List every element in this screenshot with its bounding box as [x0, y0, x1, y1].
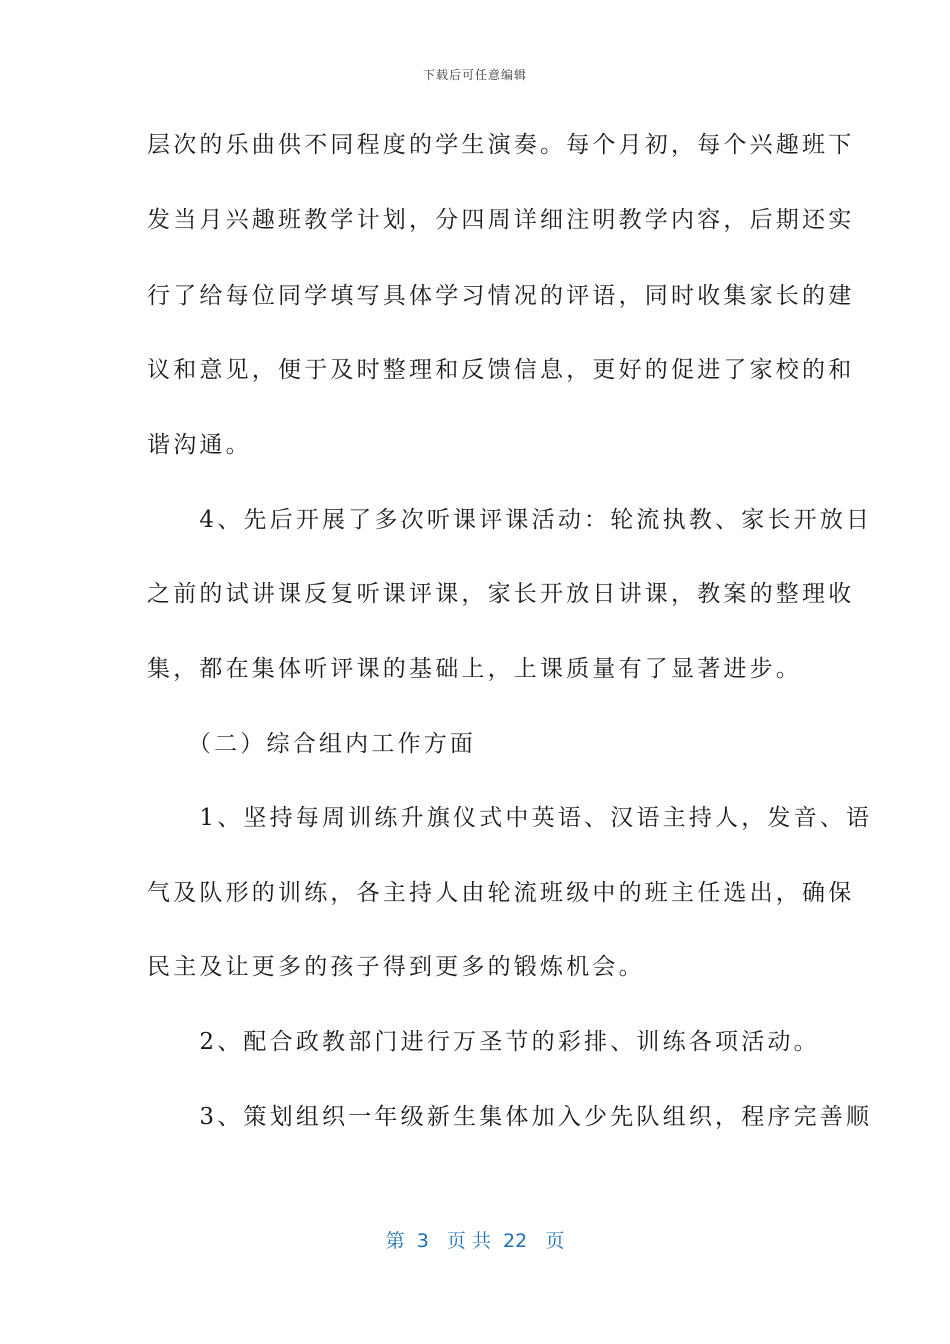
paragraph-line: 行了给每位同学填写具体学习情况的评语，同时收集家长的建 — [147, 283, 855, 309]
paragraph-line: 层次的乐曲供不同程度的学生演奏。每个月初，每个兴趣班下 — [147, 132, 855, 158]
paragraph-line: 3、策划组织一年级新生集体加入少先队组织，程序完善顺 — [147, 1104, 873, 1130]
paragraph-line: 气及队形的训练，各主持人由轮流班级中的班主任选出，确保 — [147, 880, 855, 906]
paragraph-line: 1、坚持每周训练升旗仪式中英语、汉语主持人，发音、语 — [147, 805, 873, 831]
paragraph-line: 发当月兴趣班教学计划，分四周详细注明教学内容，后期还实 — [147, 207, 855, 233]
paragraph-line: 集，都在集体听评课的基础上，上课质量有了显著进步。 — [147, 656, 802, 682]
paragraph-line: 之前的试讲课反复听课评课，家长开放日讲课，教案的整理收 — [147, 581, 855, 607]
paragraph-line: 4、先后开展了多次听课评课活动：轮流执教、家长开放日 — [147, 507, 873, 533]
paragraph-line: 2、配合政教部门进行万圣节的彩排、训练各项活动。 — [147, 1029, 820, 1055]
page-header-note: 下载后可任意编辑 — [422, 68, 527, 82]
paragraph-line: 议和意见，便于及时整理和反馈信息，更好的促进了家校的和 — [147, 357, 855, 383]
page-number-footer: 第 3 页 共 22 页 — [385, 1230, 565, 1252]
section-heading: （二）综合组内工作方面 — [147, 731, 477, 757]
paragraph-line: 民主及让更多的孩子得到更多的锻炼机会。 — [147, 954, 645, 980]
paragraph-line: 谐沟通。 — [147, 432, 252, 458]
